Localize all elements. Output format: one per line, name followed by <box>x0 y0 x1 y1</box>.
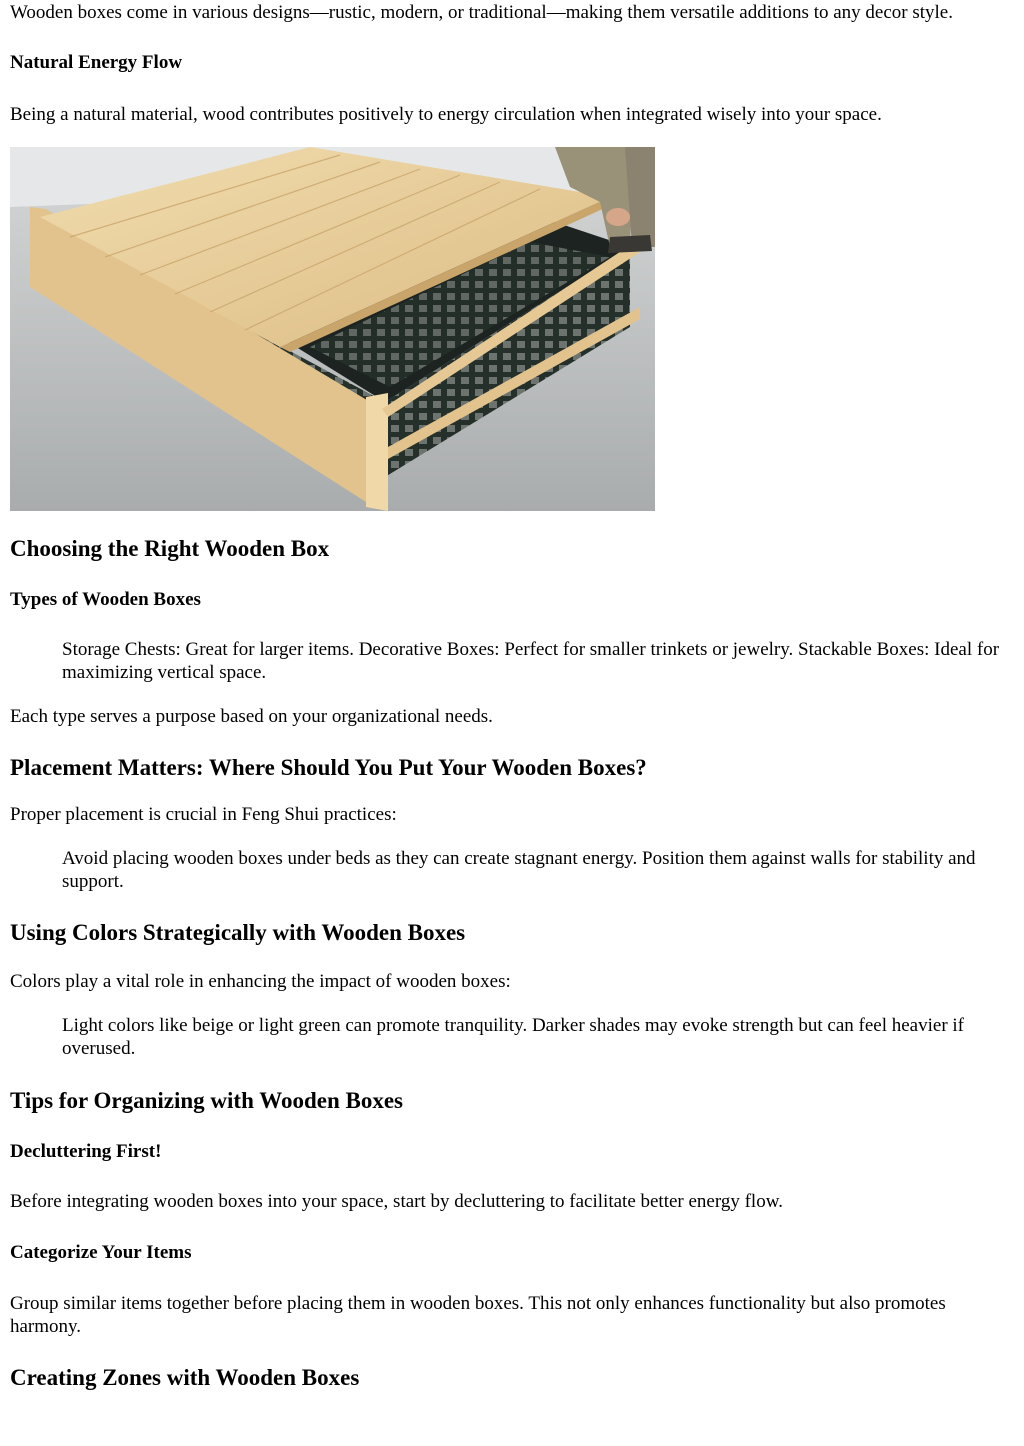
subheading-decluttering: Decluttering First! <box>10 1141 162 1162</box>
section-heading-zones: Creating Zones with Wooden Boxes <box>10 1365 360 1390</box>
section-heading-choosing: Choosing the Right Wooden Box <box>10 536 330 561</box>
section-heading-tips: Tips for Organizing with Wooden Boxes <box>10 1088 403 1113</box>
placement-paragraph: Proper placement is crucial in Feng Shui practices: <box>10 804 397 825</box>
intro-paragraph: Wooden boxes come in various designs—rustic, modern, or traditional—making them versatile additions to any decor style. <box>10 2 953 23</box>
wooden-crate-bed-photo <box>10 147 655 511</box>
section-heading-natural-energy: Natural Energy Flow <box>10 52 183 73</box>
colors-paragraph: Colors play a vital role in enhancing the impact of wooden boxes: <box>10 971 511 992</box>
categorize-paragraph: Group similar items together before placing them in wooden boxes. This not only enhances functionality but also promotes harmony. <box>10 1293 946 1337</box>
natural-energy-paragraph: Being a natural material, wood contributes positively to energy circulation when integrated wisely into your space. <box>10 104 882 125</box>
section-heading-colors: Using Colors Strategically with Wooden Boxes <box>10 920 466 945</box>
types-list-quote: Storage Chests: Great for larger items. Decorative Boxes: Perfect for smaller trinkets or jewelry. Stackable Boxes: Ideal for maximizing vertical space. <box>62 639 1000 683</box>
subheading-categorize: Categorize Your Items <box>10 1242 192 1263</box>
article <box>10 0 1010 1392</box>
types-summary-paragraph: Each type serves a purpose based on your organizational needs. <box>10 706 493 727</box>
decluttering-paragraph: Before integrating wooden boxes into your space, start by decluttering to facilitate better energy flow. <box>10 1191 783 1212</box>
subheading-types: Types of Wooden Boxes <box>10 589 201 610</box>
colors-quote: Light colors like beige or light green can promote tranquility. Darker shades may evoke strength but can feel heavier if overused. <box>62 1015 965 1059</box>
section-heading-placement: Placement Matters: Where Should You Put Your Wooden Boxes? <box>10 755 647 780</box>
placement-quote: Avoid placing wooden boxes under beds as they can create stagnant energy. Position them against walls for stability and support. <box>62 848 976 892</box>
